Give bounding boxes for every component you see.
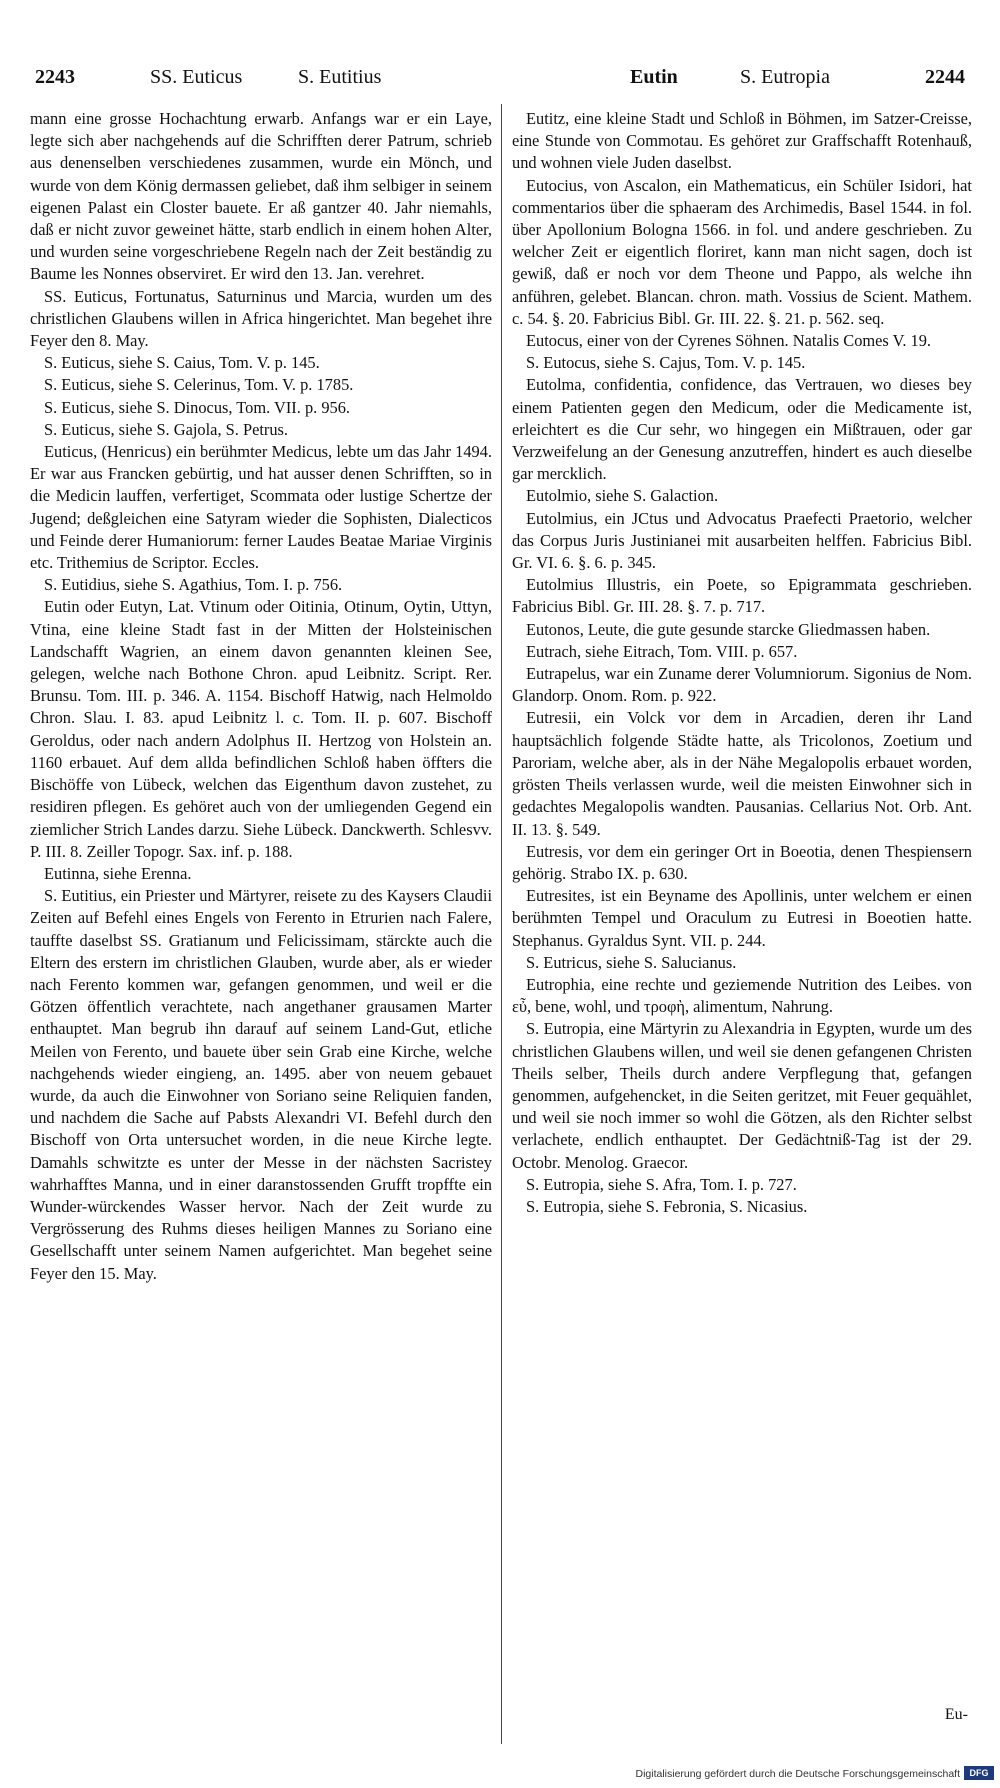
- entry: Eutonos, Leute, die gute gesunde starcke Gliedmassen haben.: [526, 619, 931, 639]
- entry: S. Eutidius, siehe S. Agathius, Tom. I. p. 756.: [44, 575, 343, 595]
- entry: Eutresii, ein Volck vor dem in Arcadien, deren ihr Land hauptsächlich folgende Städte hatte, als Tricolonos, Zoetium und Paroriam, welche aber, als in der Nähe Megalopolis erbauet worden, grösten Theils verlassen wurde, weil die meisten Einwohner sich in gedachtes Megalopolis wandten. Pausanias. Cellarius Not. Orb. Ant. II. 13. §. 549.: [512, 708, 972, 839]
- entry: Eutinna, siehe Erenna.: [44, 863, 192, 883]
- entry: Eutrophia, eine rechte und geziemende Nutrition des Leibes. von εὖ, bene, wohl, und τροφὴ, alimentum, Nahrung.: [512, 974, 972, 1017]
- entry: Eutitz, eine kleine Stadt und Schloß in Böhmen, im Satzer-Creisse, eine Stunde von Commotau. Es gehöret zur Graffschafft Rotenhauß, und wohnen viele Juden daselbst.: [512, 109, 972, 173]
- column-divider: [501, 104, 502, 1744]
- entry: Eutrach, siehe Eitrach, Tom. VIII. p. 657.: [526, 641, 798, 661]
- entry: Eutin oder Eutyn, Lat. Vtinum oder Oitinia, Otinum, Oytin, Uttyn, Vtina, eine kleine Stadt fast in der Mitten der Holsteinischen Landschafft Wagrien, an einem davon genannten kleinen See, gelegen, welche nach Bothone Chron. apud Leibnitz. Script. Rer. Brunsu. Tom. III. p. 346. A. 1154. Bischoff Hatwig, nach Helmoldo Chron. Slau. I. 83. apud Leibnitz l. c. Tom. II. p. 607. Bischoff Geroldus, oder nach andern Adolphus II. Hertzog von Holstein an. 1160 erbauet. Auf dem allda befindlichen Schloß haben öffters die Bischöffe von Lübeck, welchen das Eigenthum davon zustehet, zu residiren pflegen. Es gehöret auch von der umliegenden Gegend ein ziemlicher Strich Landes darzu. Siehe Lübeck. Danckwerth. Schlesvv. P. III. 8. Zeiller Topogr. Sax. inf. p. 188.: [30, 597, 492, 861]
- entry: S. Euticus, siehe S. Dinocus, Tom. VII. p. 956.: [44, 397, 351, 417]
- header-term-right-2: S. Eutropia: [740, 66, 830, 88]
- entry: Eutresites, ist ein Beyname des Apollinis, unter welchem er einen berühmten Tempel und Oraculum zu Eutresi in Boeotien hatte. Stephanus. Gyraldus Synt. VII. p. 244.: [512, 886, 972, 950]
- entry: S. Eutocus, siehe S. Cajus, Tom. V. p. 145.: [526, 353, 806, 373]
- entry: Eutolmius Illustris, ein Poete, so Epigrammata geschrieben. Fabricius Bibl. Gr. III. 28. §. 7. p. 717.: [512, 575, 972, 617]
- header-term-left-2: S. Eutitius: [298, 66, 382, 88]
- entry: Eutolma, confidentia, confidence, das Vertrauen, wo dieses bey einem Patienten gegen den Medicum, oder die Medicamente ist, erleichtert es die Cur sehr, wo hingegen ein Mißtrauen, oder gar Verzweifelung an der Genesung anzutreffen, hindert es auch dieselbe gar mercklich.: [512, 375, 972, 484]
- entry: mann eine grosse Hochachtung erwarb. Anfangs war er ein Laye, legte sich aber nachgehends auf die Schrifften derer Patrum, schrieb aus denenselben verschiedenes zusammen, wurde ein Mönch, und wurde von dem König dermassen geliebet, daß ihm selbiger in seinem eigenen Palast ein Closter bauete. Er aß gantzer 40. Jahr niemahls, daß er nicht zuvor geweinet hätte, starb endlich in einem hohen Alter, und wurden seine vorgeschriebene Regeln nach der Zeit beständig zu Baume les Nonnes observiret. Er wird den 13. Jan. verehret.: [30, 109, 492, 284]
- entry: S. Euticus, siehe S. Caius, Tom. V. p. 145.: [44, 353, 320, 373]
- entry: Eutolmius, ein JCtus und Advocatus Praefecti Praetorio, welcher das Corpus Juris Justinianei mit ausarbeiten helffen. Fabricius Bibl. Gr. VI. 6. §. 6. p. 345.: [512, 508, 972, 573]
- entry: S. Eutricus, siehe S. Salucianus.: [526, 952, 737, 972]
- entry: Eutolmio, siehe S. Galaction.: [526, 486, 719, 506]
- entry: S. Euticus, siehe S. Gajola, S. Petrus.: [44, 419, 289, 439]
- footer-credit: Digitalisierung gefördert durch die Deutsche Forschungsgemeinschaft: [635, 1768, 960, 1780]
- page-number-left: 2243: [35, 66, 75, 88]
- entry: S. Eutropia, siehe S. Febronia, S. Nicasius.: [526, 1196, 808, 1216]
- entry: Eutocus, einer von der Cyrenes Söhnen. Natalis Comes V. 19.: [526, 331, 932, 351]
- entry: Eutrapelus, war ein Zuname derer Volumniorum. Sigonius de Nom. Glandorp. Onom. Rom. p. 922.: [512, 664, 972, 706]
- entry: Euticus, (Henricus) ein berühmter Medicus, lebte um das Jahr 1494. Er war aus Francken gebürtig, und hat ausser denen Schrifften, so in die Medicin lauffen, verfertiget, Scommata oder lustige Schertze der Jugend; deßgleichen eine Satyram wieder die Sophisten, Dialecticos und Feinde derer Humaniorum: ferner Laudes Beatae Mariae Virginis etc. Trithemius de Scriptor. Eccles.: [30, 442, 492, 573]
- dfg-logo-icon: DFG: [964, 1766, 994, 1780]
- entry: Eutresis, vor dem ein geringer Ort in Boeotia, denen Thespiensern gehörig. Strabo IX. p. 630.: [512, 841, 972, 883]
- digitization-footer: [0, 1762, 1000, 1788]
- entry: SS. Euticus, Fortunatus, Saturninus und Marcia, wurden um des christlichen Glaubens willen in Africa hingerichtet. Man begehet ihre Feyer den 8. May.: [30, 286, 492, 351]
- entry: Eutocius, von Ascalon, ein Mathematicus, ein Schüler Isidori, hat commentarios über die sphaeram des Archimedis, Basel 1544. in fol. über Apollonium Bologna 1566. in fol. und andere geschrieben. Zu welcher Zeit er eigentlich floriret, kann man nicht sagen, doch ist gewiß, daß er noch vor dem Theone und Pappo, als welche ihn anführen, gelebet. Blancan. chron. math. Vossius de Scient. Mathem. c. 54. §. 20. Fabricius Bibl. Gr. III. 22. §. 21. p. 562. seq.: [512, 175, 972, 328]
- entry: S. Eutropia, siehe S. Afra, Tom. I. p. 727.: [526, 1174, 797, 1194]
- header-term-right-1: Eutin: [630, 66, 678, 88]
- right-column: [512, 108, 972, 1218]
- header-term-left-1: SS. Euticus: [150, 66, 243, 88]
- entry: S. Eutropia, eine Märtyrin zu Alexandria in Egypten, wurde um des christlichen Glaubens willen, und weil sie denen gefangenen Christen Theils selber, Theils durch andere Verpflegung that, gefangen genommen, aufgehencket, in die Seiten geritzet, mit Feuer gequählet, und weil sie noch immer so wohl die Götzen, als den Richter selbst verlachete, endlich enthauptet. Der Gedächtniß-Tag ist der 29. Octobr. Menolog. Graecor.: [512, 1019, 972, 1172]
- running-header: [30, 66, 970, 100]
- left-column: [30, 108, 492, 1285]
- page-number-right: 2244: [925, 66, 965, 88]
- entry: S. Euticus, siehe S. Celerinus, Tom. V. p. 1785.: [44, 375, 354, 395]
- entry: S. Eutitius, ein Priester und Märtyrer, reisete zu des Kaysers Claudii Zeiten auf Befehl eines Engels von Ferento in Etrurien nach Falere, tauffte daselbst SS. Gratianum und Felicissimam, stärckte auch die Eltern des erstern im christlichen Glauben, wurde aber, als er wieder nach Ferento kommen war, gefangen genommen, und weil er die Götzen öffentlich verachtete, nach angethaner grausamen Marter enthauptet. Man begrub ihn darauf auf seinem Land-Gut, etliche Meilen von Ferento, und bauete über sein Grab eine Kirche, welche nachgehends wieder eingieng, an. 1495. aber von neuem gebauet wurde, da auch die Einwohner von Soriano seine Reliquien fanden, und nachdem die Sache auf Pabsts Alexandri VI. Befehl durch den Bischoff von Orta untersuchet worden, in die neue Kirche legte. Damahls schwitzte es unter der Messe in der nächsten Sacristey wahrhafftes Manna, und in einer daranstossenden Grufft tropffte ein Wunder-würckendes Wasser hervor. Nach der Zeit wurde zu Vergrösserung des Ruhms dieses heiligen Mannes zu Soriano eine Gesellschafft unter seinem Namen aufgerichtet. Man begehet seine Feyer den 15. May.: [30, 886, 492, 1283]
- catchword: Eu-: [944, 1706, 968, 1723]
